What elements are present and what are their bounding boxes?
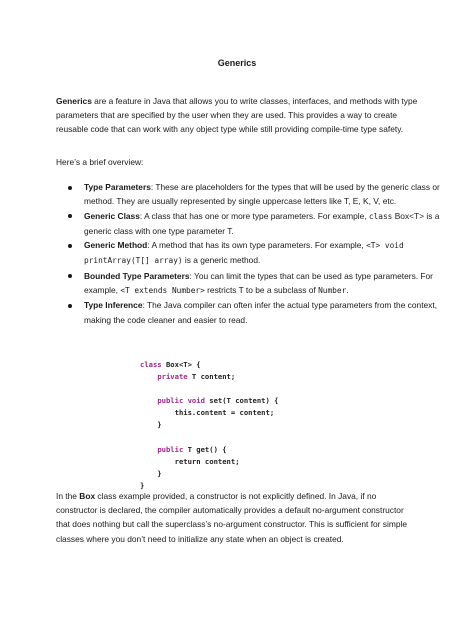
list-item-term: Generic Method	[84, 240, 148, 251]
code-indent	[140, 445, 157, 454]
code-line	[140, 395, 380, 407]
code-line: return content;	[140, 456, 240, 466]
list-item-type-inference	[84, 298, 446, 326]
overview-list	[56, 180, 446, 327]
code-line	[140, 383, 380, 395]
page-title: Generics	[217, 58, 257, 68]
code-line: }	[140, 480, 145, 490]
code-keyword: public	[157, 444, 184, 454]
code-text: T get() {	[183, 444, 227, 454]
code-keyword: private	[157, 372, 188, 382]
closing-paragraph	[56, 489, 418, 546]
code-line: }	[140, 420, 162, 430]
code-text: set(T content) {	[204, 396, 279, 406]
list-item-text: : You can limit the types that can be used as type parameters. For example,	[84, 270, 433, 295]
code-keyword: class	[140, 360, 162, 369]
closing-text: In the	[56, 491, 80, 501]
overview-label: Here’s a brief overview:	[56, 157, 144, 167]
list-item-term: Type Parameters	[84, 182, 151, 192]
list-item-text: restricts T to be a subclass of	[204, 284, 319, 295]
code-keyword: public void	[157, 396, 205, 406]
code-text: Box<T> {	[161, 360, 201, 369]
list-item-text: : The Java compiler can often infer the actual type parameters from the context, making the code cleaner and easier to read.	[84, 300, 438, 325]
code-block	[140, 359, 380, 492]
list-item-text: : A class that has one or more type parameters. For example,	[139, 210, 369, 221]
list-item-text: .	[346, 284, 349, 295]
closing-text: class example provided, a constructor is not explicitly defined. In Java, if no constructor is declared, the compiler automatically provides a default no-argument constructor that does nothing but call the superclass’s no-argument constructor. This is sufficient for simple classes where you don’t need to initialize any state when an object is created.	[56, 491, 407, 544]
list-item-type-parameters	[84, 180, 446, 208]
list-item-generic-method	[84, 238, 446, 268]
list-item-text: : These are placeholders for the types that will be used by the generic class or method. They are usually represented by single uppercase letters like T, E, K, V, etc.	[84, 182, 440, 207]
code-line	[140, 444, 380, 456]
list-item-term: Type Inference	[84, 300, 143, 311]
list-item-text: Box<T> is a generic class with one type parameter T.	[84, 210, 440, 236]
code-line	[140, 432, 380, 444]
list-item-text: is a generic method.	[182, 255, 261, 266]
list-item-generic-class	[84, 209, 446, 238]
inline-code: <T extends Number>	[120, 285, 205, 295]
code-indent	[140, 372, 157, 381]
intro-text: are a feature in Java that allows you to write classes, interfaces, and methods with type parameters that are specified by the user when they are used. This provides a way to create reusable code that can work with any object type while still providing compile-time type safety.	[56, 96, 418, 135]
code-line: }	[140, 468, 162, 478]
list-item-term: Bounded Type Parameters	[84, 270, 190, 281]
inline-code: <T> void printArray(T[] array)	[84, 241, 404, 266]
list-item-bounded-type-parameters	[84, 269, 446, 298]
code-line	[140, 371, 380, 383]
list-item-term: Generic Class	[84, 210, 140, 221]
closing-term: Box	[79, 491, 96, 501]
code-indent	[140, 396, 157, 405]
intro-term: Generics	[56, 96, 92, 106]
list-item-text: : A method that has its own type parameters. For example,	[147, 240, 367, 251]
code-line	[140, 359, 380, 371]
intro-paragraph	[56, 94, 418, 137]
code-text: T content;	[187, 372, 236, 382]
code-line: this.content = content;	[140, 408, 275, 418]
inline-code: Number	[318, 285, 347, 295]
inline-code: class	[368, 211, 393, 221]
